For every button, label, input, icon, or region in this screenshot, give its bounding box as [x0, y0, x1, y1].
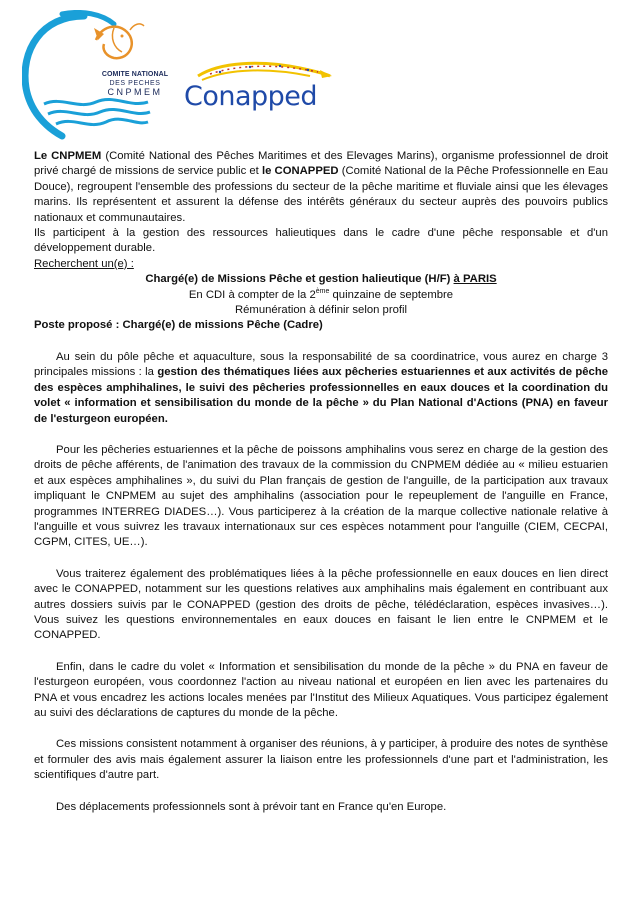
intro-cnpmem: Le CNPMEM — [34, 150, 102, 162]
document-body — [34, 149, 608, 815]
salary-line: Rémunération à définir selon profil — [234, 304, 408, 317]
cnpmem-logo-line-1: COMITE NATIONAL — [101, 71, 169, 78]
recherche-label: Recherchent un(e) : — [34, 257, 134, 270]
paragraph-sturgeon: Enfin, dans le cadre du volet « Information et sensibilisation du monde de la pêche » du PNA en faveur de l'esturgeon européen, vous coordonnez l'action au niveau national et européen en lien avec les partenaires du PNA et vous encadrez les actions locales menées par l'Institut des Milieux Aquatiques. Vous participez également au suivi des déclarations de captures du monde de la pêche. — [34, 660, 608, 719]
cnpmem-logo — [22, 10, 182, 145]
contract-post: quinzaine de septembre — [329, 288, 454, 301]
conapped-logo — [180, 60, 350, 120]
intro-paragraph-2: Ils participent à la gestion des ressources halieutiques dans le cadre d'une pêche responsable et d'un développement durable. — [34, 227, 608, 255]
paragraph-travel: Des déplacements professionnels sont à prévoir tant en France qu'en Europe. — [56, 800, 447, 813]
contract-sup: ème — [315, 287, 330, 295]
paragraph-estuaries: Pour les pêcheries estuariennes et la pêche de poissons amphihalins vous serez en charge de la gestion des droits de pêche afférents, de l'animation des travaux de la commission du CNPMEM dédiée au « milieu estuarien et aux espèces amphihalines », du suivi du Plan français de gestion de l'anguille, de la participation aux travaux impliquant le CNPMEM au sujet des amphihalins (association pour le repeuplement de l'anguille en France, programmes INTERREG DIADES…). Vous participerez à la création de la marque collective nationale relative à l'anguille et vous suivrez les travaux internationaux sur ces espèces notamment pour l'anguille (CIEM, CECPAI, CGPM, CITES, UE…). — [34, 443, 608, 549]
contract-pre: En CDI à compter de la 2 — [188, 288, 316, 301]
conapped-logo-wordmark: Conapped — [184, 81, 318, 112]
intro-text-2: (Comité National de la Pêche Professionnelle en Eau Douce), regroupent l'ensemble des professions du secteur de la pêche maritime et fluviale ainsi que les élevages marins. Ils représentent et assurent la défense des intérêts généraux du secteur auprès des pouvoirs publics nationaux et communautaires. — [34, 165, 608, 224]
poste-heading: Poste proposé : Chargé(e) de missions Pêche (Cadre) — [34, 319, 323, 332]
contract-line — [34, 288, 608, 303]
intro-text-1: (Comité National des Pêches Maritimes et des Elevages Marins), organisme professionnel de droit privé chargé de missions de service public et — [34, 150, 608, 178]
job-title — [34, 272, 608, 287]
paragraph-missions — [34, 350, 608, 427]
cnpmem-logo-line-2: DES PECHES — [109, 80, 161, 87]
cnpmem-logo-wordmark — [100, 70, 170, 97]
job-location: à PARIS — [453, 273, 497, 286]
paragraph-freshwater: Vous traiterez également des problématiques liées à la pêche professionnelle en eaux douces en lien direct avec le CONAPPED, notamment sur les questions relatives aux amphihalins mais également en contribuant aux autres dossiers suivis par le CONAPPED (gestion des droits de pêche, télédéclaration, espèces invasives…). Vous suivez les questions environnementales en eaux douces en faisant le lien entre le CNPMEM et le CONAPPED. — [34, 567, 608, 642]
paragraph-missions-text: Au sein du pôle pêche et aquaculture, sous la responsabilité de sa coordinatrice, vous aurez en charge 3 principales missions : la — [34, 350, 608, 379]
paragraph-missions-bold: gestion des thématiques liées aux pêcheries estuariennes et aux activités de pêche des espèces amphihalines, le suivi des pêcheries professionnelles en eaux douces et la coordination du volet « information et sensibilisation du monde de la pêche » du Plan National d'Actions (PNA) en faveur de l'esturgeon européen. — [34, 366, 609, 425]
job-title-text: Chargé(e) de Missions Pêche et gestion halieutique (H/F) — [145, 273, 454, 286]
intro-conapped: le CONAPPED — [261, 165, 339, 178]
cnpmem-logo-line-3: CNPMEM — [107, 87, 163, 97]
paragraph-liaison: Ces missions consistent notamment à organiser des réunions, à y participer, à produire des notes de synthèse et formuler des avis mais également assurer la liaison entre les professionnels d'une part et l'administration, les scientifiques d'autre part. — [34, 738, 608, 782]
intro-paragraph — [34, 149, 608, 226]
